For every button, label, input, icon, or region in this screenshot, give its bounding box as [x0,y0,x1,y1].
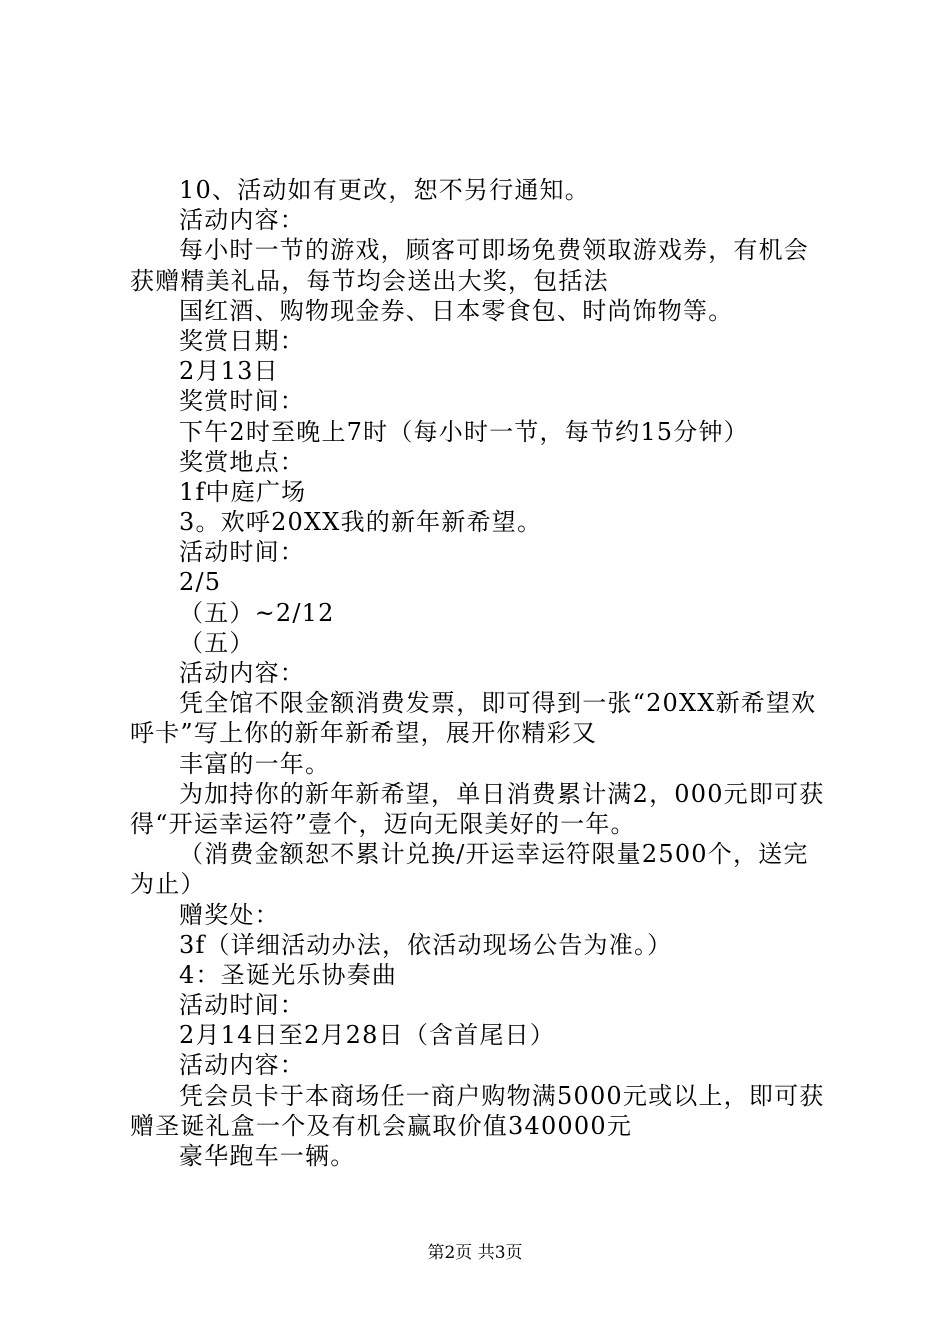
text-line: （五） [179,628,255,657]
text-line: 3f（详细活动办法，依活动现场公告为准。） [179,930,673,959]
text-line: 2月14日至2月28日（含首尾日） [179,1021,556,1050]
text-line: 下午2时至晚上7时（每小时一节，每节约15分钟） [179,417,749,446]
text-line: 为止） [130,870,206,899]
text-line: 呼卡”写上你的新年新希望，展开你精彩又 [130,719,598,748]
text-line: 2/5 [179,568,222,597]
text-line: 获赠精美礼品，每节均会送出大奖，包括法 [130,266,609,295]
text-line: 每小时一节的游戏，顾客可即场免费领取游戏券，有机会 [179,236,809,265]
document-body [130,175,830,1171]
text-line: 10、活动如有更改，恕不另行通知。 [179,176,590,204]
text-line: 2月13日 [179,357,279,386]
text-line: 活动时间： [179,538,305,567]
text-line: 丰富的一年。 [179,749,331,778]
text-line: 活动内容： [179,659,305,687]
text-line: 活动内容： [179,1051,305,1080]
page-footer: 第2页 共3页 [427,1243,523,1263]
text-line: 得“开运幸运符”壹个，迈向无限美好的一年。 [130,809,636,838]
text-line: 活动内容： [179,206,305,235]
text-line: 国红酒、购物现金券、日本零食包、时尚饰物等。 [179,296,734,325]
text-line: 1f中庭广场 [179,477,307,506]
text-line: 奖赏地点： [179,447,305,476]
text-line: 为加持你的新年新希望，单日消费累计满2，000元即可获 [179,779,825,808]
text-line: 3。欢呼20XX我的新年新希望。 [179,508,543,537]
text-line: 奖赏日期： [179,326,305,355]
text-line: 豪华跑车一辆。 [179,1142,356,1170]
text-line: 赠圣诞礼盒一个及有机会赢取价值340000元 [130,1111,633,1140]
text-line: 赠奖处： [179,900,280,929]
text-line: （消费金额恕不累计兑换/开运幸运符限量2500个，送完 [179,840,809,869]
text-line: 奖赏时间： [179,387,305,416]
text-line: （五）~2/12 [179,598,335,627]
text-line: 凭全馆不限金额消费发票，即可得到一张“20XX新希望欢 [179,689,817,718]
text-line: 4：圣诞光乐协奏曲 [179,960,398,989]
text-line: 凭会员卡于本商场任一商户购物满5000元或以上，即可获 [179,1081,825,1110]
text-line: 活动时间： [179,991,305,1020]
